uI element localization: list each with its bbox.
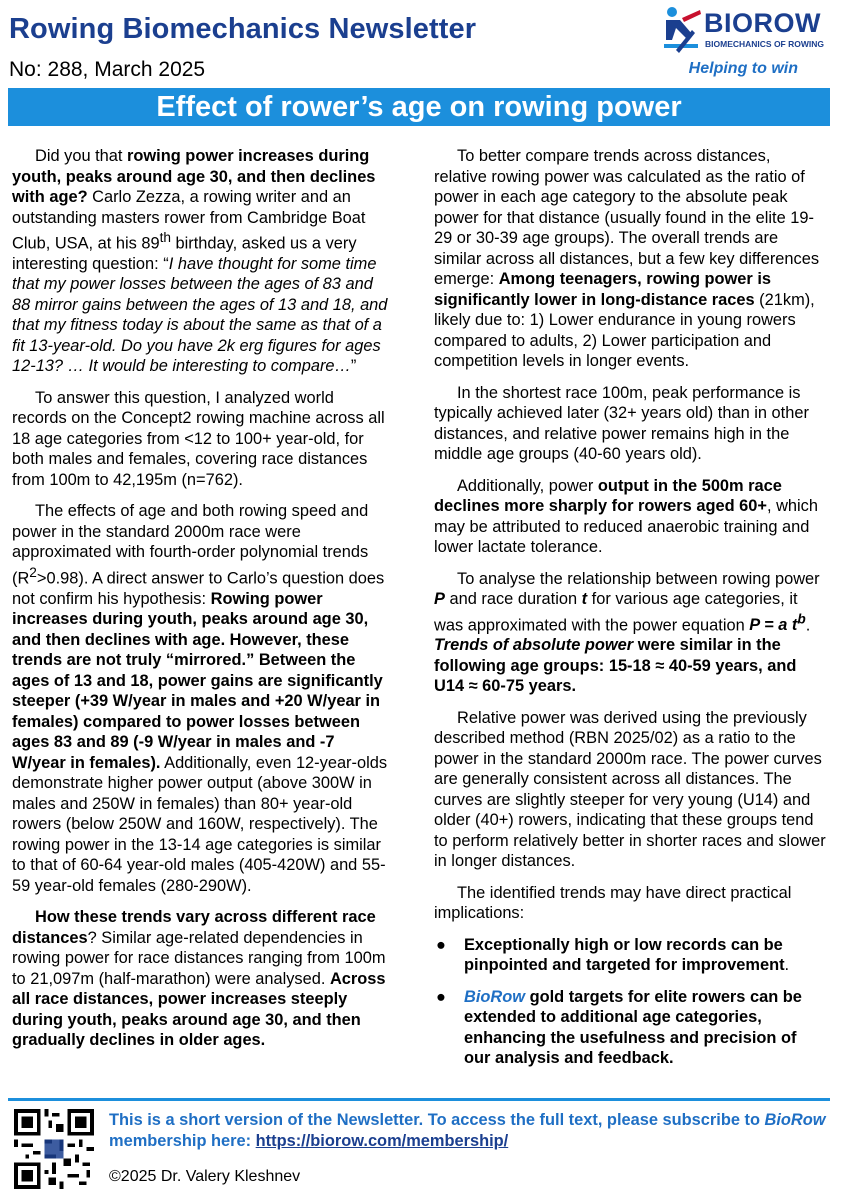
paragraph: How these trends vary across different race distances? Similar age-related dependencies in rowing power for race distances ranging from 100m to 21,097m (half-marathon) were analysed. Across all race distances, power increases steeply during youth, peaks around age 30, and then gradually declines in older ages. [12, 908, 386, 1050]
paragraph: Relative power was derived using the previously described method (RBN 2025/02) as a ratio to the power in the standard 2000m race. The power curves are generally consistent across all distances. The curves are slightly steeper for very young (U14) and older (40+) rowers, indicating that these groups tend to perform relatively better in shorter races and slower in longer distances. [434, 708, 826, 871]
paragraph: To better compare trends across distances, relative rowing power was calculated as the ratio of power in each age category to the absolute peak power for that distance (usually found in the elite 19-29 or 30-39 age groups). The overall trends are similar across all distances, but a few key differences emerge: Among teenagers, rowing power is significantly lower in long-distance races (21km), likely due to: 1) Lower endurance in young rowers compared to adults, 2) Lower participation and competition levels in longer events. [434, 147, 820, 370]
paragraph: In the shortest race 100m, peak performance is typically achieved later (32+ years old) than in other distances, and relative power remains high in the middle age groups (40-60 years old). [434, 383, 809, 463]
newsletter-title: Rowing Biomechanics Newsletter [9, 13, 477, 45]
power-equation: P = a t [749, 615, 798, 634]
right-column [434, 146, 826, 1080]
logo-subtitle: BIOMECHANICS OF ROWING [705, 39, 824, 49]
tagline: Helping to win [688, 60, 798, 77]
paragraph: Did you that rowing power increases during youth, peaks around age 30, and then declines with age? Carlo Zezza, a rowing writer and an outstanding masters rower from Cambridge Boat Club, USA, at his 89th birthday, asked us a very interesting question: “I have thought for some time that my power losses between the ages of 83 and 88 mirror gains between the ages of 13 and 18, and that my fitness today is about the same as that of a fit 13-year-old. Do you have 2k erg figures for ages 12-13? … It would be interesting to compare…” [12, 147, 388, 376]
logo-wordmark: BIOROW [704, 8, 821, 38]
paragraph: To analyse the relationship between rowing power P and race duration t for various age categories, it was approximated with the power equation P = a $t^b$. Trends of absolute power were similar in the following age groups: 15-18 ≈ 40-59 years, and U14 ≈ 60-75 years. [434, 569, 820, 696]
bullet-icon: ● [436, 987, 446, 1006]
paragraph: The effects of age and both rowing speed and power in the standard 2000m race were approximated with fourth-order polynomial trends $(R^2>0.98)$. A direct answer to Carlo’s question does not confirm his hypothesis: Rowing power increases during youth, peaks around age 30, and then declines with age. However, these trends are not truly “mirrored.” Between the ages of 13 and 18, power gains are significantly steeper (+39 W/year in males and +20 W/year in females) compared to power losses between ages 83 and 89 (-9 W/year in males and -7 W/year in females). Additionally, even 12-year-olds demonstrate higher power output (above 300W in males and 250W in females) than 80+ year-old rowers (below 250W and 160W, respectively). The rowing power in the 13-14 age categories is similar to that of 60-64 year-old males (405-420W) and 55-59 year-old females (280-290W). [12, 502, 388, 895]
membership-link[interactable]: https://biorow.com/membership/ [255, 1132, 509, 1150]
left-column [12, 146, 392, 1062]
rower-logo-icon [662, 6, 702, 56]
footer-divider [8, 1098, 830, 1101]
paragraph: The identified trends may have direct practical implications: [434, 883, 792, 923]
article-title-banner: Effect of rower’s age on rowing power [8, 88, 830, 126]
issue-number: No: 288, March 2025 [9, 58, 206, 81]
bullet-icon: ● [436, 935, 446, 954]
implications-list [434, 935, 826, 1069]
list-item: ● BioRow gold targets for elite rowers can be extended to additional age categories, enhancing the usefulness and precision of our analysis and feedback. [436, 987, 802, 1068]
quote-text: I have thought for some time that my power losses between the ages of 83 and 88 mirror gains between the ages of 13 and 18, and that my fitness today is about the same as that of a fit 13-year-old. Do you have 2k erg figures for ages 12-13? … It would be interesting to compare… [12, 254, 388, 376]
paragraph: To answer this question, I analyzed world records on the Concept2 rowing machine across all 18 age categories from <12 to 100+ year-old, for both males and females, covering race distances from 100m to 42,195m (n=762). [12, 388, 385, 489]
biorow-logo [662, 6, 822, 58]
copyright: ©2025 Dr. Valery Kleshnev [109, 1168, 301, 1185]
list-item: ● Exceptionally high or low records can be pinpointed and targeted for improvement. [436, 935, 790, 975]
subscription-note: This is a short version of the Newsletter. To access the full text, please subscribe to BioRow membership here: https://biorow.com/membership/ [109, 1111, 826, 1150]
qr-code-icon[interactable] [14, 1109, 94, 1189]
paragraph: Additionally, power output in the 500m race declines more sharply for rowers aged 60+, which may be attributed to reduced anaerobic training and lower lactate tolerance. [434, 476, 818, 556]
